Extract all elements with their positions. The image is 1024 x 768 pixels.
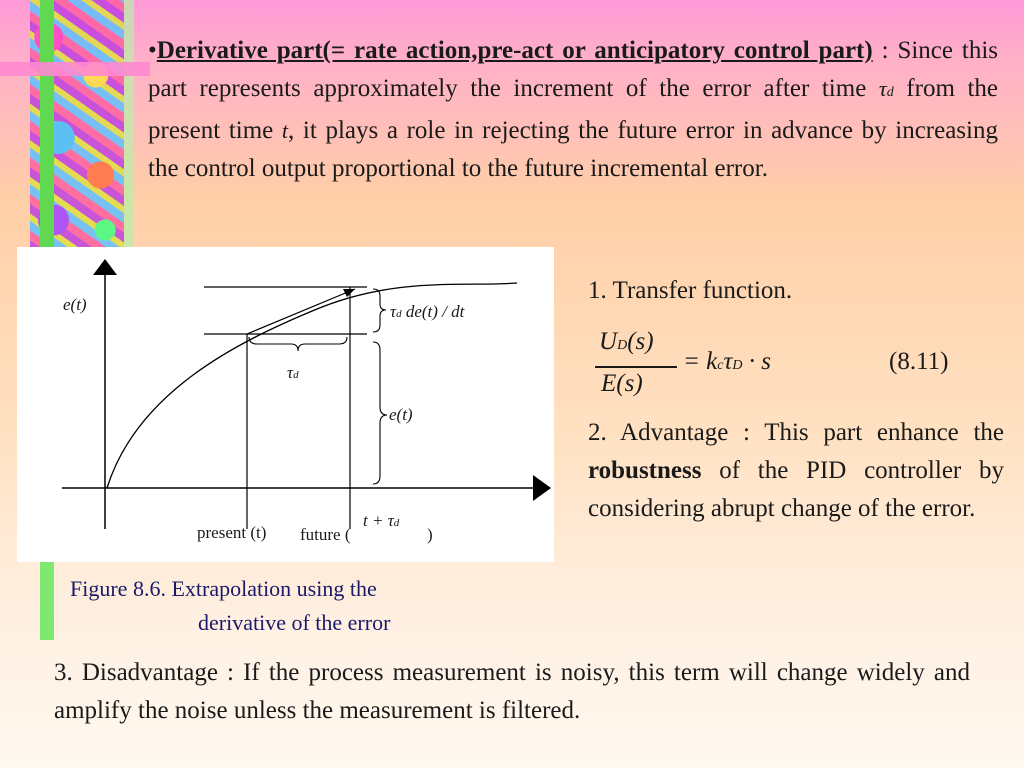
transfer-function-label: 1. Transfer function. — [588, 277, 793, 304]
t-symbol: t — [281, 118, 289, 143]
figure-caption — [70, 572, 490, 640]
extrapolation-figure — [17, 247, 554, 562]
present-label: present (t) — [197, 523, 267, 542]
decorative-pink-bar — [0, 62, 150, 76]
fraction-bar — [595, 366, 677, 368]
error-label: e(t) — [389, 405, 413, 424]
num-sub: D — [617, 338, 628, 353]
advantage-bold: robustness — [588, 457, 702, 484]
future-label — [300, 525, 351, 545]
equation-denominator: E(s) — [601, 370, 643, 397]
slope-brace — [373, 289, 386, 332]
decorative-green-bar-top — [40, 0, 54, 250]
rhs-tau: τ — [723, 348, 733, 375]
rhs-tail: · s — [742, 348, 771, 375]
intro-text-2: from the present time — [148, 75, 999, 144]
future-expr-main: t + τ — [363, 511, 394, 530]
intro-paragraph — [148, 32, 998, 188]
tau-d-brace — [249, 337, 347, 351]
tau-d-symbol: τ — [878, 76, 887, 101]
interval-tau: τ — [287, 363, 294, 382]
y-axis-arrowhead — [93, 259, 117, 275]
transfer-function-equation — [595, 328, 1005, 408]
rhs-sub-c: c — [717, 358, 724, 373]
derivative-heading: Derivative part(= rate action,pre-act or anticipatory control part) — [156, 37, 873, 64]
future-post: ) — [427, 525, 433, 544]
equation-numerator — [599, 328, 654, 356]
slope-tau-sub: d — [396, 308, 402, 320]
tau-d-subscript: d — [886, 85, 894, 100]
equation-number: (8.11) — [889, 348, 949, 375]
caption-line-1: Figure 8.6. Extrapolation using the — [70, 576, 377, 601]
tangent-line — [247, 289, 355, 334]
bullet: • — [148, 37, 157, 64]
interval-label — [287, 363, 299, 383]
y-axis-label: e(t) — [63, 295, 87, 314]
num-main: U — [599, 328, 618, 355]
intro-text-1: : Since this part represents approximately the increment of the error after time — [148, 37, 999, 102]
extrapolation-diagram — [17, 247, 554, 562]
equation-rhs — [683, 348, 771, 376]
rhs-main: = k — [683, 348, 718, 375]
decorative-light-bar — [124, 0, 134, 250]
rhs-sub-D: D — [732, 358, 743, 373]
future-pre: future ( — [300, 525, 351, 544]
slope-tau: τ — [390, 302, 397, 321]
caption-line-2: derivative of the error — [198, 610, 391, 635]
advantage-post: of the PID controller by considering abrupt change of the error. — [588, 457, 1004, 522]
interval-tau-sub: d — [293, 369, 299, 381]
error-brace — [373, 342, 387, 484]
x-axis-arrowhead — [533, 475, 551, 501]
slope-expr: de(t) / dt — [405, 302, 465, 321]
slope-label — [390, 302, 464, 322]
future-expr-sub: d — [393, 517, 400, 529]
advantage-paragraph — [588, 414, 1004, 528]
disadvantage-paragraph: 3. Disadvantage : If the process measurement is noisy, this term will change widely and amplify the noise unless the measurement is filtered. — [54, 659, 970, 724]
intro-text-3: , it plays a role in rejecting the future error in advance by increasing the control output proportional to the future incremental error. — [148, 117, 998, 182]
advantage-pre: 2. Advantage : This part enhance the — [588, 419, 1004, 446]
future-expr — [363, 511, 399, 531]
num-arg: (s) — [627, 328, 654, 355]
